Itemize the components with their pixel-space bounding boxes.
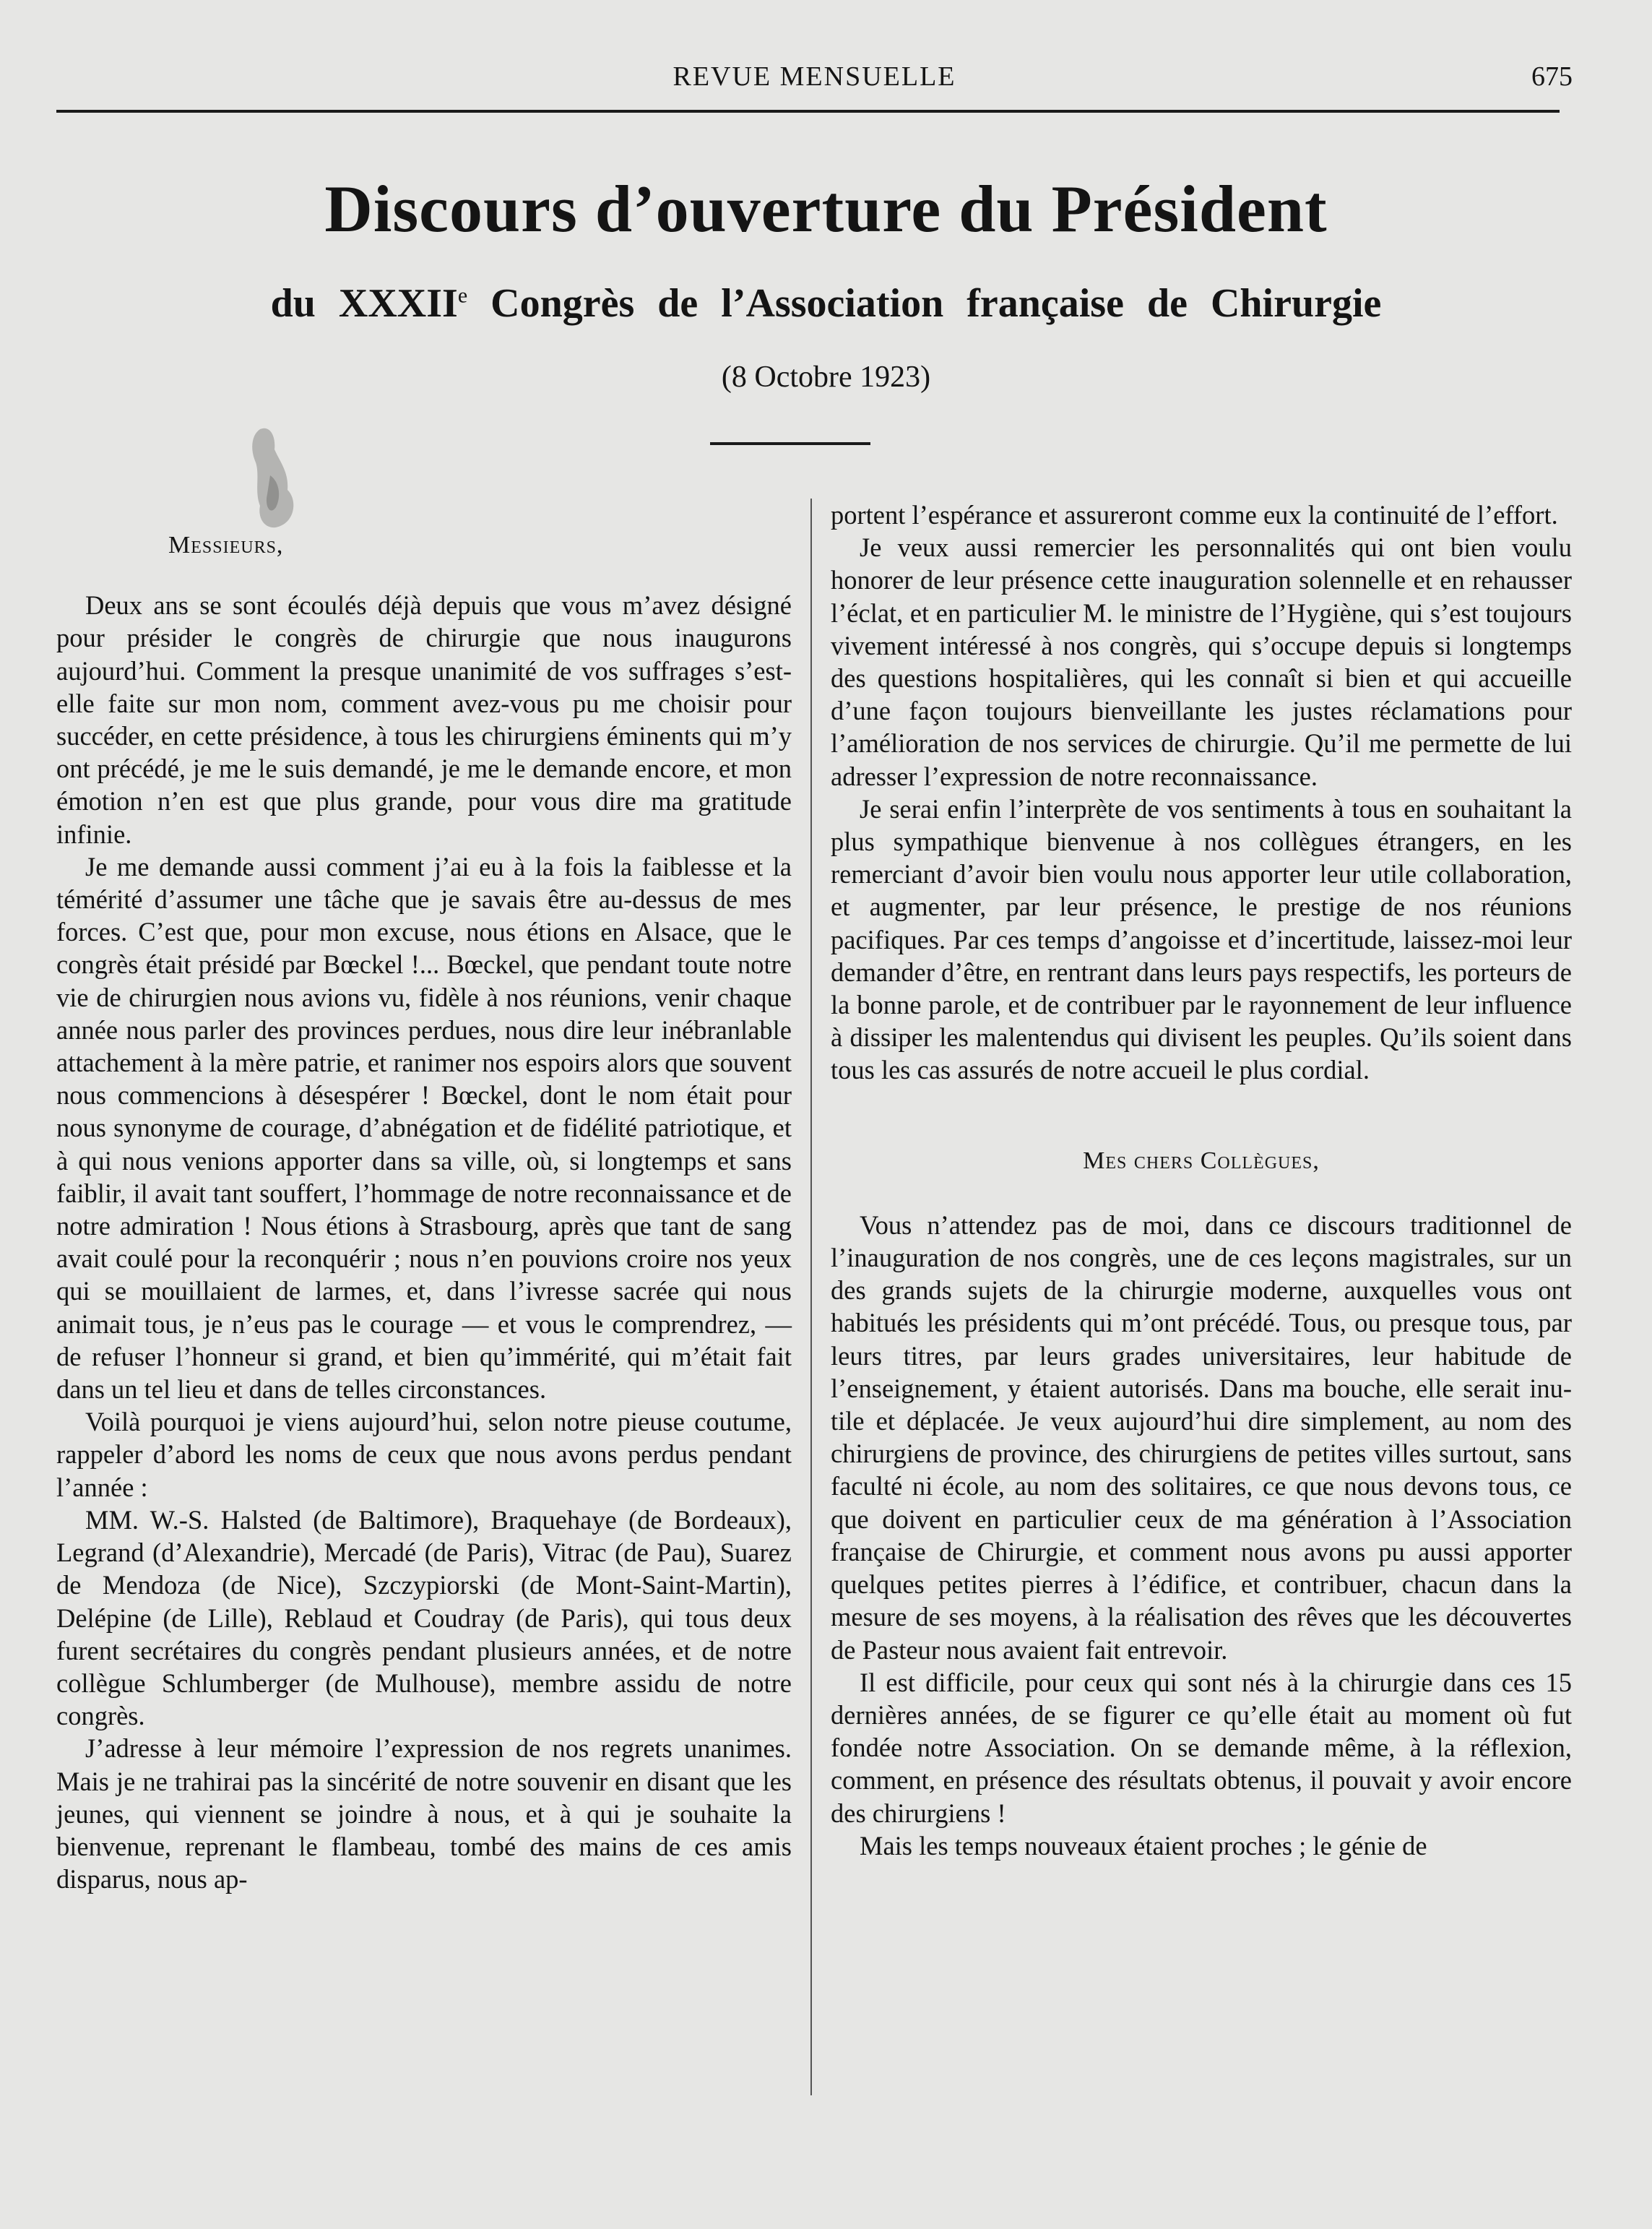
- article-date: (8 Octobre 1923): [721, 361, 931, 394]
- paragraph: Deux ans se sont écoulés déjà depuis que vous m’avez désigné pour présider le congrès de chirurgie que nous inaugurons aujourd’hui. Comment la presque unanimité de vos suffrages s’est-elle faite sur mon nom, comment avez-vous pu me choisir pour succéder, en cette présidence, à tous les chirurgiens éminents qui m’y ont précédé, je me le suis demandé, je me le demande encore, et mon émotion n’en est que plus grande, pour vous dire ma gratitude infinie.: [56, 590, 792, 849]
- running-head: [56, 61, 1573, 104]
- paragraph: Je veux aussi remercier les personnalités qui ont bien voulu honorer de leur présence cette inauguration solennelle et en rehausser l’éclat, et en particulier M. le ministre de l’Hygiène, qui s’est toujours vivement intéressé à nos congrès, qui s’occupe depuis si longtemps des questions hospitalières, qui les connaît si bien et qui accueille d’une façon toujours bienveillante les justes réclamations pour l’amélioration de nos services de chirurgie. Qu’il me permette de lui adresser l’expression de notre reconnaissance.: [831, 533, 1572, 791]
- left-column: [56, 499, 792, 1895]
- paragraph: Je serai enfin l’interprète de vos sentiments à tous en souhaitant la plus sympathique bienvenue à nos collègues étrangers, en les remerciant d’avoir bien voulu nous apporter leur utile collaboration, et augmenter, par leur présence, le prestige de nos réunions pacifiques. Par ces temps d’angoisse et d’incertitude, laissez-moi leur demander d’être, en rentrant dans leurs pays respectifs, les porteurs de la bonne parole, et de contribuer par le rayonnement de leur influence à dissiper les malentendus qui divisent les peuples. Qu’ils soient dans tous les cas assurés de notre accueil le plus cordial.: [831, 793, 1572, 1085]
- journal-title: REVUE MENSUELLE: [673, 61, 956, 92]
- paragraph: Mais les temps nouveaux étaient proches ; le génie de: [860, 1830, 1427, 1861]
- title-rule: [710, 442, 870, 445]
- page-number: 675: [1531, 61, 1573, 92]
- paragraph: Vous n’attendez pas de moi, dans ce discours traditionnel de l’inauguration de nos congrès, une de ces leçons magistrales, sur un des grands sujets de la chirurgie moderne, auxquelles vous ont habitués les présidents qui m’ont précédé. Tous, ou presque tous, par leurs titres, par leurs grades universitaires, leur habitude de l’enseignement, y étaient autorisés. Dans ma bouche, elle serait inutile et déplacée. Je veux aujourd’hui dire simplement, au nom des chirurgiens de province, des chirurgiens de petites villes surtout, sans faculté ni école, au nom des solitaires, ce que nous devons tous, ce que doivent en particulier ceux de ma génération à l’Association française de Chirurgie, et comment nous avons pu aussi apporter quelques petites pierres à l’édifice, et contribuer, chacun dans la mesure de ses moyens, à la réalisation des rêves que les découvertes de Pasteur nous avaient fait entrevoir.: [831, 1210, 1572, 1665]
- salutation-chers-collegues: Mes chers Collègues,: [1083, 1147, 1320, 1174]
- salutation-messieurs: Messieurs,: [168, 532, 284, 559]
- article-subtitle: [0, 280, 1652, 327]
- paragraph: Je me demande aussi comment j’ai eu à la fois la faiblesse et la témérité d’assumer une tâche que je savais être au-dessus de mes forces. C’est que, pour mon excuse, nous étions en Alsace, que le congrès était présidé par Bœckel !... Bœckel, que pendant toute notre vie de chirurgien nous avions vu, fidèle à nos réunions, venir chaque année nous parler des provinces perdues, nous dire leur inébranlable attachement à la mère patrie, et ranimer nos espoirs alors que souvent nous commencions à désespérer ! Bœckel, dont le nom était pour nous synonyme de courage, d’abnégation et de fidélité patriotique, et à qui nous venions apporter dans sa ville, où, si longtemps et sans faiblir, il avait tant souffert, l’hommage de notre reconnaissance et de notre admiration ! Nous étions à Strasbourg, après que tant de sang avait coulé pour la reconquérir ; nous n’en pouvions croire nos yeux qui se mouillaient de larmes, et, dans l’ivresse sacrée qui nous animait tous, je n’eus pas le courage — et vous le comprendrez, — de refuser l’honneur si grand, et bien qu’immérité, qui m’était fait dans un tel lieu et dans de telles circonstances.: [56, 851, 792, 1405]
- subtitle-part-1: du XXXII: [270, 281, 458, 326]
- paragraph: MM. W.-S. Halsted (de Baltimore), Braquehaye (de Bordeaux), Legrand (d’Alexandrie), Mercadé (de Paris), Vitrac (de Pau), Suarez de Mendoza (de Nice), Szczypiorski (de Mont-Saint-Martin), Delépine (de Lille), Reblaud et Coudray (de Paris), qui tous deux furent secrétaires du congrès pendant plusieurs années, et de notre collègue Schlumberger (de Mulhouse), membre assidu de notre congrès.: [56, 1504, 792, 1731]
- subtitle-superscript: e: [457, 283, 468, 308]
- paragraph-continued: portent l’espérance et assureront comme eux la continuité de l’effort.: [831, 500, 1558, 530]
- article-title: Discours d’ouverture du Président: [324, 172, 1328, 246]
- column-divider: [810, 499, 812, 2095]
- right-column: [831, 499, 1572, 1862]
- subtitle-part-2: Congrès de l’Association française de Chirurgie: [467, 281, 1382, 326]
- paragraph: J’adresse à leur mémoire l’expression de nos regrets unanimes. Mais je ne trahirai pas la sincérité de notre souvenir en disant que les jeunes, qui viennent se joindre à nous, et à qui je souhaite la bienvenue, reprenant le flambeau, tombé des mains de ces amis disparus, nous ap-: [56, 1733, 792, 1894]
- header-rule: [56, 110, 1560, 113]
- paragraph: Il est difficile, pour ceux qui sont nés à la chirurgie dans ces 15 dernières années, de se figurer ce qu’elle était au moment où fut fondée notre Association. On se demande même, à la réflexion, comment, en présence des résultats obtenus, il pouvait y avoir encore des chirurgiens !: [831, 1667, 1572, 1828]
- paragraph: Voilà pourquoi je viens aujourd’hui, selon notre pieuse coutume, rappeler d’abord les noms de ceux que nous avons perdus pendant l’année :: [56, 1407, 792, 1502]
